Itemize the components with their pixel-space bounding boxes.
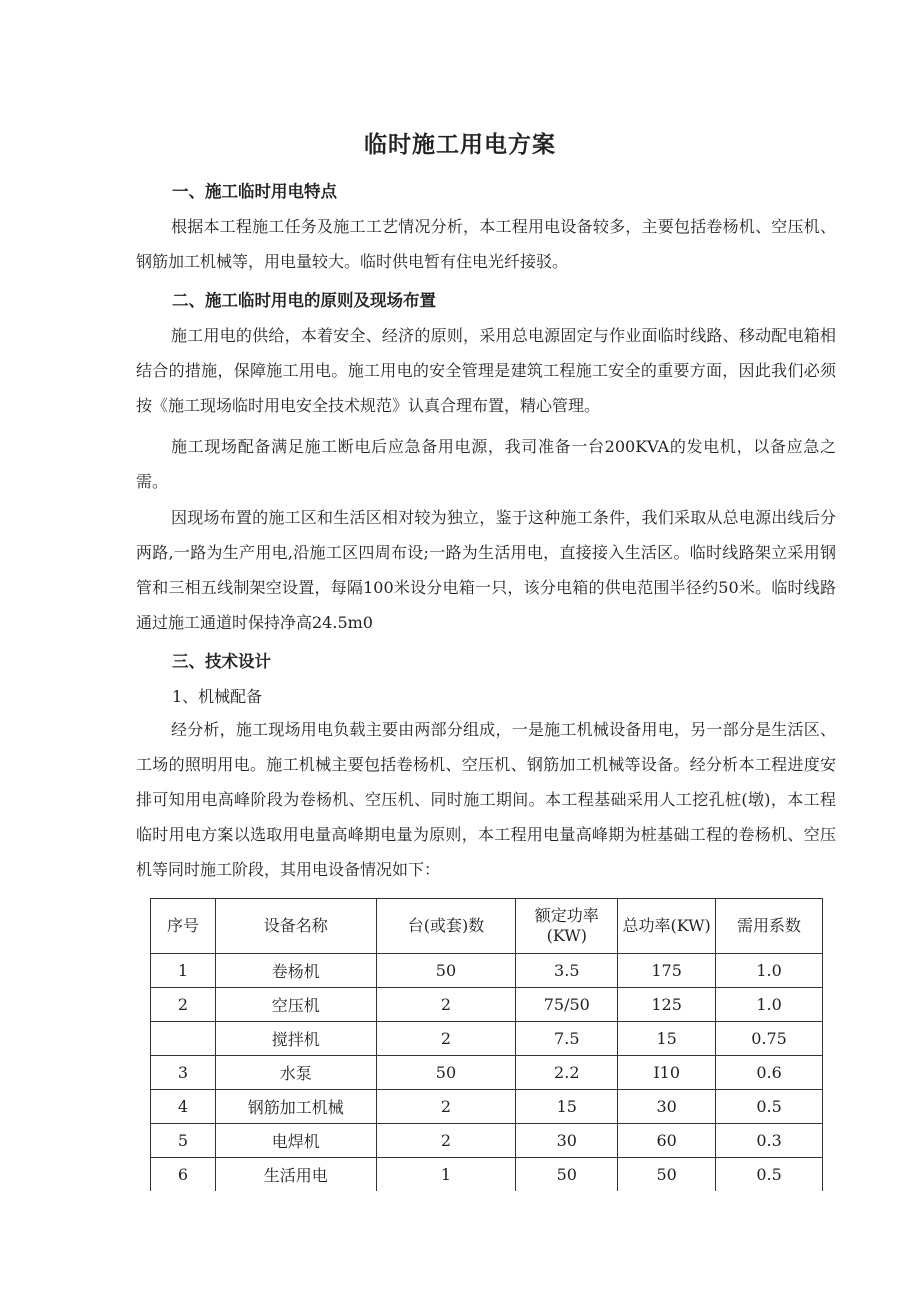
header-demand-factor: 需用系数 [716, 899, 823, 954]
cell-device-name: 卷杨机 [215, 954, 376, 988]
cell-device-name: 钢筋加工机械 [215, 1090, 376, 1124]
cell-index: 5 [151, 1124, 216, 1158]
header-device-name: 设备名称 [215, 899, 376, 954]
cell-quantity: 2 [376, 988, 516, 1022]
cell-device-name: 电焊机 [215, 1124, 376, 1158]
cell-total-power: 125 [618, 988, 716, 1022]
cell-total-power: 15 [618, 1022, 716, 1056]
section-heading-3: 三、技术设计 [172, 652, 271, 671]
header-total-power: 总功率(KW) [618, 899, 716, 954]
table-row [151, 1090, 823, 1124]
cell-rated-power: 2.2 [516, 1056, 618, 1090]
header-quantity: 台(或套)数 [376, 899, 516, 954]
cell-quantity: 2 [376, 1124, 516, 1158]
header-rated-power: 额定功率(KW) [516, 899, 618, 954]
cell-demand-factor: 0.3 [716, 1124, 823, 1158]
cell-rated-power: 3.5 [516, 954, 618, 988]
cell-device-name: 搅拌机 [215, 1022, 376, 1056]
cell-quantity: 1 [376, 1158, 516, 1192]
table-row [151, 1056, 823, 1090]
cell-index: 1 [151, 954, 216, 988]
cell-rated-power: 7.5 [516, 1022, 618, 1056]
section-heading-1: 一、施工临时用电特点 [172, 182, 337, 201]
cell-total-power: 60 [618, 1124, 716, 1158]
cell-device-name: 生活用电 [215, 1158, 376, 1192]
document-title: 临时施工用电方案 [364, 132, 556, 158]
cell-rated-power: 15 [516, 1090, 618, 1124]
table-row [151, 1022, 823, 1056]
cell-rated-power: 30 [516, 1124, 618, 1158]
table-row [151, 1158, 823, 1192]
cell-device-name: 空压机 [215, 988, 376, 1022]
section-1-paragraph-1: 根据本工程施工任务及施工工艺情况分析，本工程用电设备较多，主要包括卷杨机、空压机、钢筋加工机械等，用电量较大。临时供电暂有住电光纤接驳。 [136, 217, 836, 271]
cell-demand-factor: 0.6 [716, 1056, 823, 1090]
cell-quantity: 2 [376, 1090, 516, 1124]
cell-index: 2 [151, 988, 216, 1022]
cell-device-name: 水泵 [215, 1056, 376, 1090]
section-2-paragraph-2: 施工现场配备满足施工断电后应急备用电源，我司准备一台200KVA的发电机，以备应急之需。 [136, 437, 836, 491]
cell-quantity: 50 [376, 1056, 516, 1090]
cell-demand-factor: 1.0 [716, 954, 823, 988]
section-2-paragraph-1: 施工用电的供给，本着安全、经济的原则，采用总电源固定与作业面临时线路、移动配电箱相结合的措施，保障施工用电。施工用电的安全管理是建筑工程施工安全的重要方面，因此我们必须按《施工现场临时用电安全技术规范》认真合理布置，精心管理。 [136, 326, 836, 415]
cell-demand-factor: 0.5 [716, 1090, 823, 1124]
table-row [151, 988, 823, 1022]
cell-total-power: I10 [618, 1056, 716, 1090]
equipment-table [150, 898, 823, 1191]
section-3-paragraph-1: 经分析，施工现场用电负载主要由两部分组成，一是施工机械设备用电，另一部分是生活区、工场的照明用电。施工机械主要包括卷杨机、空压机、钢筋加工机械等设备。经分析本工程进度安排可知用电高峰阶段为卷杨机、空压机、同时施工期间。本工程基础采用人工挖孔桩(墩)，本工程临时用电方案以选取用电量高峰期电量为原则，本工程用电量高峰期为桩基础工程的卷杨机、空压机等同时施工阶段，其用电设备情况如下： [136, 720, 836, 879]
cell-demand-factor: 0.75 [716, 1022, 823, 1056]
table-row [151, 954, 823, 988]
cell-index: 6 [151, 1158, 216, 1192]
cell-quantity: 50 [376, 954, 516, 988]
cell-rated-power: 50 [516, 1158, 618, 1192]
cell-index [151, 1022, 216, 1056]
table-header-row [151, 899, 823, 954]
subsection-heading: 1、机械配备 [172, 687, 263, 706]
header-index: 序号 [151, 899, 216, 954]
cell-rated-power: 75/50 [516, 988, 618, 1022]
cell-total-power: 175 [618, 954, 716, 988]
cell-total-power: 30 [618, 1090, 716, 1124]
cell-index: 3 [151, 1056, 216, 1090]
cell-index: 4 [151, 1090, 216, 1124]
cell-total-power: 50 [618, 1158, 716, 1192]
cell-demand-factor: 0.5 [716, 1158, 823, 1192]
section-heading-2: 二、施工临时用电的原则及现场布置 [172, 291, 436, 310]
cell-quantity: 2 [376, 1022, 516, 1056]
section-2-paragraph-3: 因现场布置的施工区和生活区相对较为独立，鉴于这种施工条件，我们采取从总电源出线后分两路,一路为生产用电,沿施工区四周布设;一路为生活用电，直接接入生活区。临时线路架立采用钢管和三相五线制架空设置，每隔100米设分电箱一只，该分电箱的供电范围半径约50米。临时线路通过施工通道时保持净高24.5m0 [136, 508, 836, 632]
table-row [151, 1124, 823, 1158]
cell-demand-factor: 1.0 [716, 988, 823, 1022]
